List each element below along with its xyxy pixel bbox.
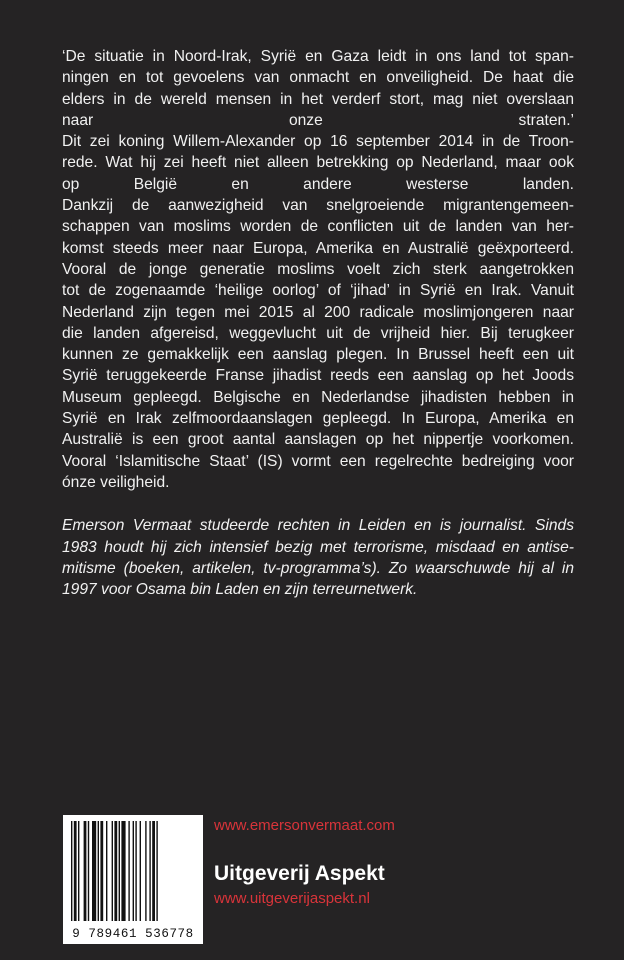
body-text	[62, 46, 574, 600]
barcode-bar	[121, 821, 125, 921]
bio-line: 1997 voor Osama bin Laden en zijn terreurnetwerk.	[62, 581, 418, 599]
text-line: Dankzij de aanwezigheid van snelgroeiende migrantengemeen-	[62, 197, 574, 215]
publisher-name: Uitgeverij Aspekt	[214, 862, 385, 885]
barcode-bar	[100, 821, 103, 921]
text-line: die landen afgereisd, weggevlucht uit de vrijheid hier. Bij terugkeer	[62, 324, 574, 342]
bio-line: 1983 houdt hij zich intensief bezig met terrorisme, misdaad en antise-	[62, 538, 574, 556]
barcode-bar	[71, 821, 72, 921]
barcode-bar	[140, 821, 141, 921]
text-line: Vooral de jonge generatie moslims voelt zich sterk aangetrokken	[62, 260, 574, 278]
text-line: Nederland zijn tegen mei 2015 al 200 radicale moslimjongeren naar	[62, 303, 574, 321]
barcode-bar	[88, 821, 89, 921]
text-line: ningen en tot gevoelens van onmacht en onveiligheid. De haat die	[62, 69, 574, 87]
barcode-bar	[133, 821, 134, 921]
barcode-bar	[74, 821, 77, 921]
barcode-bar	[78, 821, 79, 921]
barcode-bar	[119, 821, 120, 921]
barcode-bar	[106, 821, 107, 921]
text-line: ónze veiligheid.	[62, 473, 170, 491]
text-line: kunnen ze gemakkelijk een aanslag plegen. In Brussel heeft een uit	[62, 346, 574, 364]
bio-line: mitisme (boeken, artikelen, tv-programma’s). Zo waarschuwde hij al in	[62, 559, 574, 577]
text-line: naar onze straten.’	[62, 111, 574, 129]
text-line: Dit zei koning Willem-Alexander op 16 september 2014 in de Troon-	[62, 133, 574, 151]
barcode-bars	[69, 821, 197, 921]
isbn-number: 9 789461 536778	[72, 927, 194, 941]
author-bio	[62, 515, 574, 600]
barcode-bar	[145, 821, 146, 921]
publisher-website-link[interactable]: www.uitgeverijaspekt.nl	[214, 890, 370, 907]
barcode-bar	[128, 821, 129, 921]
text-line: op België en andere westerse landen.	[62, 175, 574, 193]
text-line: rede. Wat hij zei heeft niet alleen betrekking op Nederland, maar ook	[62, 154, 574, 172]
barcode-bar	[84, 821, 87, 921]
barcode-bar	[156, 821, 157, 921]
text-line: Syrië en Irak zelfmoordaanslagen gepleegd. In Europa, Amerika en	[62, 410, 574, 428]
bio-line: Emerson Vermaat studeerde rechten in Leiden en is journalist. Sinds	[62, 517, 574, 535]
barcode-bar	[92, 821, 96, 921]
barcode-bar	[112, 821, 113, 921]
author-website-link[interactable]: www.emersonvermaat.com	[214, 817, 395, 834]
body-paragraph	[62, 46, 574, 493]
text-line: komst steeds meer naar Europa, Amerika en Australië geëxporteerd.	[62, 239, 574, 257]
text-line: tot de zogenaamde ‘heilige oorlog’ of ‘jihad’ in Syrië en Irak. Vanuit	[62, 282, 574, 300]
text-line: Syrië teruggekeerde Franse jihadist reeds een aanslag op het Joods	[62, 367, 574, 385]
barcode-bar	[152, 821, 155, 921]
text-line: Museum gepleegd. Belgische en Nederlandse jihadisten hebben in	[62, 388, 574, 406]
text-line: elders in de wereld mensen in het verderf stort, mag niet overslaan	[62, 90, 574, 108]
barcode-bar	[114, 821, 117, 921]
barcode-bar	[98, 821, 99, 921]
text-line: ‘De situatie in Noord-Irak, Syrië en Gaza leidt in ons land tot span-	[62, 48, 574, 65]
text-line: Australië is een groot aantal aanslagen op het nippertje voorkomen.	[62, 431, 574, 449]
text-line: schappen van moslims worden de conflicten uit de landen van her-	[62, 218, 574, 236]
text-line: Vooral ‘Islamitische Staat’ (IS) vormt een regelrechte bedreiging voor	[62, 452, 574, 470]
barcode-bar	[149, 821, 150, 921]
barcode-bar	[135, 821, 136, 921]
isbn-barcode	[63, 815, 203, 944]
